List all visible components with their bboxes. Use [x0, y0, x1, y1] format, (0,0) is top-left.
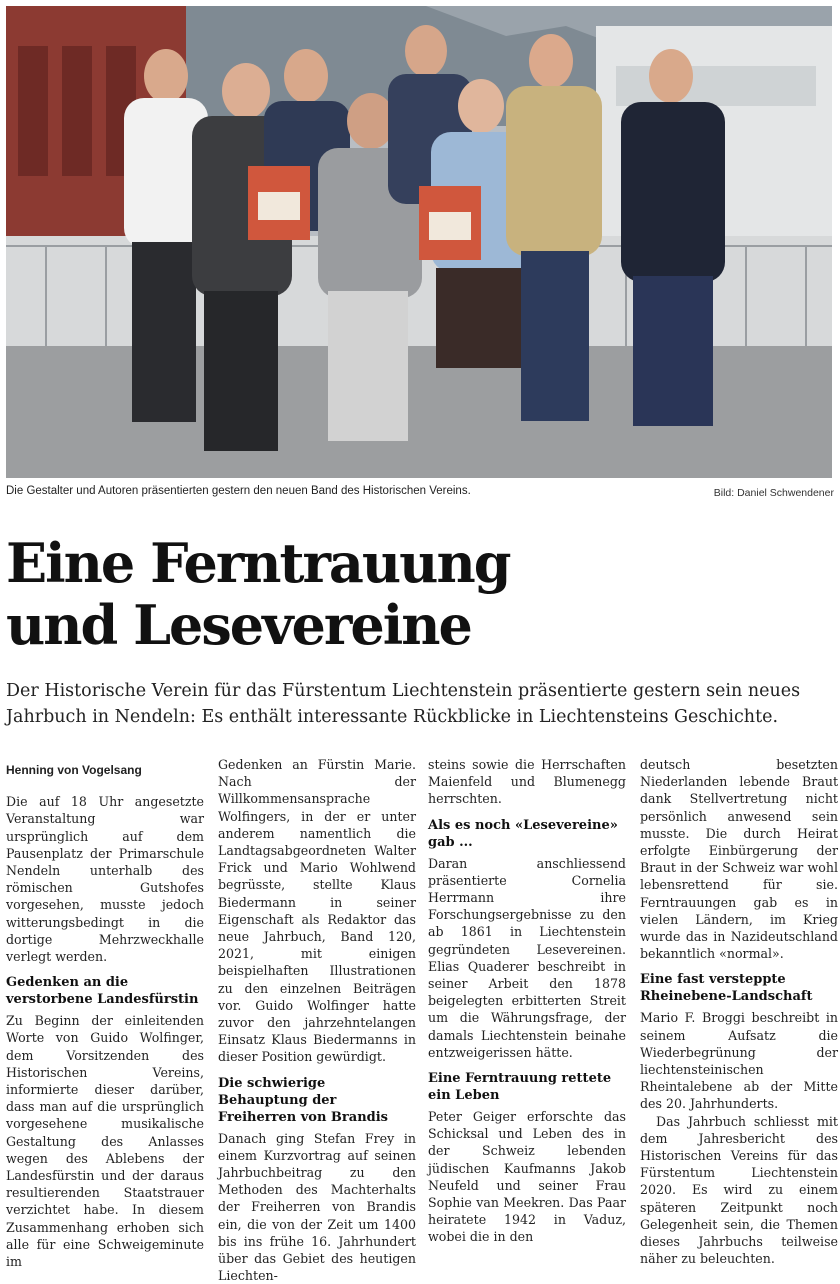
article-column-4 [640, 756, 838, 1267]
photo-credit: Bild: Daniel Schwendener [713, 487, 834, 499]
headline [6, 532, 826, 656]
subheading: Gedenken an die verstorbene Landesfürstin [6, 975, 199, 1008]
body-paragraph: deutsch besetzten Niederlanden lebende Braut dank Stellvertretung nicht persönlich anwesend sein musste. Die durch Heirat erfolgte Einbürgerung der Braut in der Schweiz war wohl lebensrettend für sie. Ferntrauungen gab es in vielen Ländern, im Krieg wurde das in Nazideutschland bekanntlich «normal». [640, 757, 838, 962]
body-paragraph: Mario F. Broggi beschreibt in seinem Aufsatz die Wiederbegrünung der liechtensteinischen Rheintalebene ab der Mitte des 20. Jahrhunderts. [640, 1010, 838, 1112]
body-paragraph: Peter Geiger erforschte das Schicksal und Leben des in der Schweiz lebenden jüdischen Kaufmanns Jakob Neufeld und seiner Frau Sophie van Meekren. Das Paar heiratete 1942 in Vaduz, wobei die in den [428, 1109, 626, 1245]
article-column-2 [218, 756, 416, 1284]
body-paragraph: Danach ging Stefan Frey in einem Kurzvortrag auf seinen Jahrbuchbeitrag zu den Methoden des Machterhalts der Freiherren von Brandis ein, die von der Zeit um 1400 bis ins frühe 16. Jahrhundert über das Gebiet des heutigen Liechten- [218, 1130, 416, 1284]
body-paragraph: Die auf 18 Uhr angesetzte Veranstaltung war ursprünglich auf dem Pausenplatz der Primarschule Nendeln unterhalb des römischen Gutshofes vorgesehen, musste jedoch witterungsbedingt in die dortige Mehrzweckhalle verlegt werden. [6, 794, 204, 965]
headline-line-2: und Lesevereine [6, 593, 471, 657]
lead-paragraph: Der Historische Verein für das Fürstentum Liechtenstein präsentierte gestern sein neues Jahrbuch in Nendeln: Es enthält interessante Rückblicke in Liechtensteins Geschichte. [6, 681, 801, 727]
subheading: Als es noch «Lesevereine» gab ... [428, 817, 618, 850]
subheading: Eine Ferntrauung rettete ein Leben [428, 1071, 612, 1104]
body-paragraph: steins sowie die Herrschaften Maienfeld und Blumenegg herrschten. [428, 757, 626, 807]
group-photo [6, 6, 832, 478]
body-paragraph: Zu Beginn der einleitenden Worte von Guido Wolfinger, dem Vorsitzenden des Historischen Vereins, informierte dieser darüber, dass man auf die ursprünglich vorgesehene musikalische Gestaltung des Anlasses wegen des Ablebens der Landesfürstin und der daraus resultierenden Staatstrauer verzichtet habe. In diesem Zusammenhang erhoben sich alle für eine Schweigeminute im [6, 1013, 204, 1270]
subheading: Die schwierige Behauptung der Freiherren von Brandis [218, 1075, 388, 1125]
group-photo-illustration [6, 6, 832, 478]
article-column-3 [428, 756, 626, 1246]
article-column-1 [6, 756, 204, 1270]
body-paragraph: Das Jahrbuch schliesst mit dem Jahresbericht des Historischen Vereins für das Fürstentum Liechtenstein 2020. Es wird zu einem späteren Zeitpunkt noch Gelegenheit sein, die Themen dieses Jahrbuchs teilweise näher zu beleuchten. [640, 1113, 838, 1267]
author-byline: Henning von Vogelsang [6, 763, 142, 777]
subheading: Eine fast versteppte Rheinebene-Landschaft [640, 972, 813, 1005]
body-paragraph: Gedenken an Fürstin Marie. Nach der Willkommensansprache Wolfingers, in der er unter anderem namentlich die Landtagsabgeordneten Walter Frick und Mario Wohlwend begrüsste, stellte Klaus Biedermann in seiner Eigenschaft als Redaktor das neue Jahrbuch, Band 120, 2021, mit einigen beispielhaften Illustrationen zu den einzelnen Beiträgen vor. Guido Wolfinger hatte zuvor den jahrzehntelangen Einsatz Klaus Biedermanns in dieser Position gewürdigt. [218, 757, 416, 1065]
headline-line-1: Eine Ferntrauung [6, 531, 510, 595]
body-paragraph: Daran anschliessend präsentierte Cornelia Herrmann ihre Forschungsergebnisse zu den ab 1861 in Liechtenstein gegründeten Lesevereinen. Elias Quaderer beschreibt in seiner Arbeit den 1878 beigelegten erbitterten Streit um die Währungsfrage, der damals Liechtenstein beinahe entzweigerissen hätte. [428, 855, 626, 1060]
photo-caption: Die Gestalter und Autoren präsentierten gestern den neuen Band des Historischen Vereins. [6, 485, 471, 497]
